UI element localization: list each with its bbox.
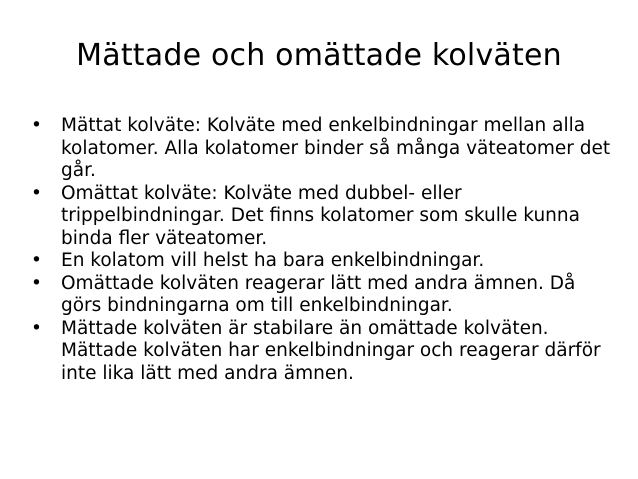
bullet-item xyxy=(31,250,621,273)
bullet-icon: • xyxy=(31,115,42,136)
bullet-icon: • xyxy=(31,272,42,294)
bullet-text: Mättade kolväten är stabilare än omättade kolväten. Mättade kolväten har enkelbindningar och reagerar därför inte lika lätt med andra ämnen. xyxy=(61,317,601,384)
slide-title: Mättade och omättade kolväten xyxy=(76,38,562,73)
bullet-item xyxy=(31,183,621,251)
bullet-item xyxy=(31,115,621,183)
bullet-text: Mättat kolväte: Kolväte med enkelbindningar mellan alla kolatomer. Alla kolatomer binder så många väteatomer det går. xyxy=(61,115,611,181)
bullet-item xyxy=(31,273,621,318)
bullet-text: Omättade kolväten reagerar lätt med andra ämnen. Då görs bindningarna om till enkelbindningar. xyxy=(61,272,576,316)
bullet-text: Omättat kolväte: Kolväte med dubbel- eller trippelbindningar. Det finns kolatomer som skulle kunna binda fler väteatomer. xyxy=(61,182,580,249)
bullet-icon: • xyxy=(31,317,42,339)
bullet-list xyxy=(31,115,621,385)
bullet-item xyxy=(31,318,621,386)
bullet-icon: • xyxy=(31,250,42,271)
bullet-text: En kolatom vill helst ha bara enkelbindningar. xyxy=(61,250,485,271)
bullet-icon: • xyxy=(31,182,42,204)
